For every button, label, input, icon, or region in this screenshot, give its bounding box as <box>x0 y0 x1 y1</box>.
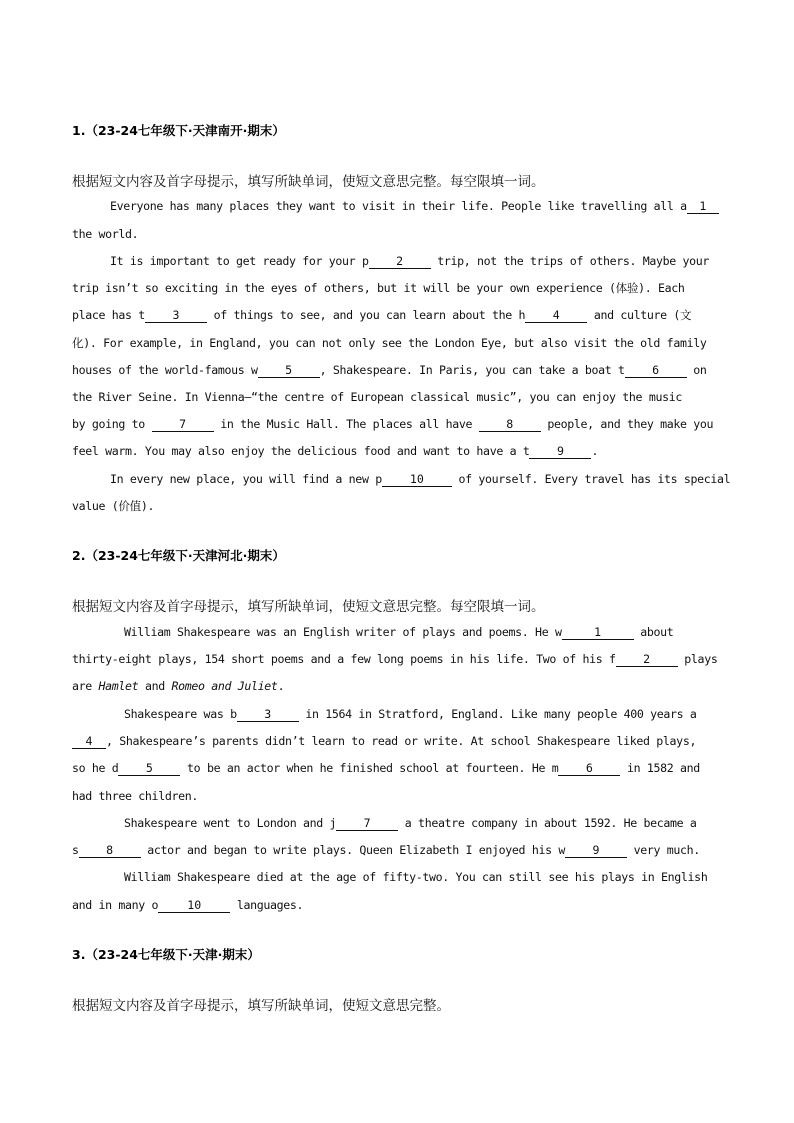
q2-line-6: so he d 5 to be an actor when he finished school at fourteen. He m 6 in 1582 and <box>72 761 700 775</box>
q1-line-12: value (价值). <box>72 499 155 513</box>
blank-4[interactable]: 4 <box>72 734 106 749</box>
blank-1[interactable]: 1 <box>687 199 719 214</box>
blank-1[interactable]: 1 <box>562 625 634 640</box>
q1-instruction: 根据短文内容及首字母提示，填写所缺单词，使短文意思完整。每空限填一词。 <box>72 174 545 190</box>
q1-line-2: the world. <box>72 227 139 241</box>
blank-9[interactable]: 9 <box>529 444 591 459</box>
q2-line-5: 4 , Shakespeare’s parents didn’t learn to read or write. At school Shakespeare liked plays, <box>72 733 722 749</box>
q1-line-11: In every new place, you will find a new p 10 of yourself. Every travel has its special <box>110 472 731 486</box>
blank-5[interactable]: 5 <box>118 761 180 776</box>
q1-line-8: the River Seine. In Vienna—“the centre of European classical music”, you can enjoy the music <box>72 390 682 404</box>
title-hamlet: Hamlet <box>98 679 139 693</box>
q3-header: 3.（23-24七年级下·天津·期末） <box>72 947 260 962</box>
q2-line-10: William Shakespeare died at the age of fifty-two. You can still see his plays in English <box>124 870 708 884</box>
q3-instruction: 根据短文内容及首字母提示，填写所缺单词，使短文意思完整。 <box>72 998 450 1014</box>
q1-line-6: 化). For example, in England, you can not only see the London Eye, but also visit the old family <box>72 336 707 350</box>
blank-7[interactable]: 7 <box>152 417 214 432</box>
q1-line-9: by going to 7 in the Music Hall. The places all have 8 people, and they make you <box>72 417 714 431</box>
blank-3[interactable]: 3 <box>237 707 299 722</box>
blank-9[interactable]: 9 <box>565 843 627 858</box>
q1-line-10: feel warm. You may also enjoy the delicious food and want to have a t 9 . <box>72 444 599 458</box>
q2-line-1: William Shakespeare was an English writer of plays and poems. He w 1 about <box>124 625 674 639</box>
blank-4[interactable]: 4 <box>525 308 587 323</box>
q2-line-2: thirty-eight plays, 154 short poems and a few long poems in his life. Two of his f 2 plays <box>72 652 718 666</box>
q1-line-7: houses of the world-famous w 5 , Shakespeare. In Paris, you can take a boat t 6 on <box>72 363 707 377</box>
q1-header: 1.（23-24七年级下·天津南开·期末） <box>72 123 285 138</box>
q2-line-8: Shakespeare went to London and j 7 a theatre company in about 1592. He became a <box>124 816 697 830</box>
blank-6[interactable]: 6 <box>558 761 620 776</box>
q2-line-9: s 8 actor and began to write plays. Queen Elizabeth I enjoyed his w 9 very much. <box>72 843 700 857</box>
q1-line-4: trip isn’t so exciting in the eyes of others, but it will be your own experience (体验). Each <box>72 281 685 295</box>
blank-10[interactable]: 10 <box>158 898 230 913</box>
blank-7[interactable]: 7 <box>336 816 398 831</box>
q1-line-5: place has t 3 of things to see, and you can learn about the h 4 and culture (文 <box>72 308 692 322</box>
q1-line-3: It is important to get ready for your p 2 trip, not the trips of others. Maybe your <box>110 254 710 268</box>
blank-10[interactable]: 10 <box>382 472 452 487</box>
q2-header: 2.（23-24七年级下·天津河北·期末） <box>72 548 285 563</box>
blank-3[interactable]: 3 <box>145 308 207 323</box>
blank-2[interactable]: 2 <box>369 254 431 269</box>
q1-line-1: Everyone has many places they want to visit in their life. People like travelling all a 1 <box>72 198 722 214</box>
q2-line-7: had three children. <box>72 789 198 803</box>
q2-line-3: are Hamlet and Romeo and Juliet. <box>72 679 285 693</box>
title-romeo-and-juliet: Romeo and Juliet <box>171 679 278 693</box>
blank-5[interactable]: 5 <box>258 363 320 378</box>
blank-8[interactable]: 8 <box>79 843 141 858</box>
q2-instruction: 根据短文内容及首字母提示，填写所缺单词，使短文意思完整。每空限填一词。 <box>72 599 545 615</box>
blank-6[interactable]: 6 <box>625 363 687 378</box>
blank-2[interactable]: 2 <box>616 652 678 667</box>
blank-8[interactable]: 8 <box>479 417 541 432</box>
q2-line-11: and in many o 10 languages. <box>72 898 304 912</box>
q2-line-4: Shakespeare was b 3 in 1564 in Stratford, England. Like many people 400 years a <box>124 707 697 721</box>
